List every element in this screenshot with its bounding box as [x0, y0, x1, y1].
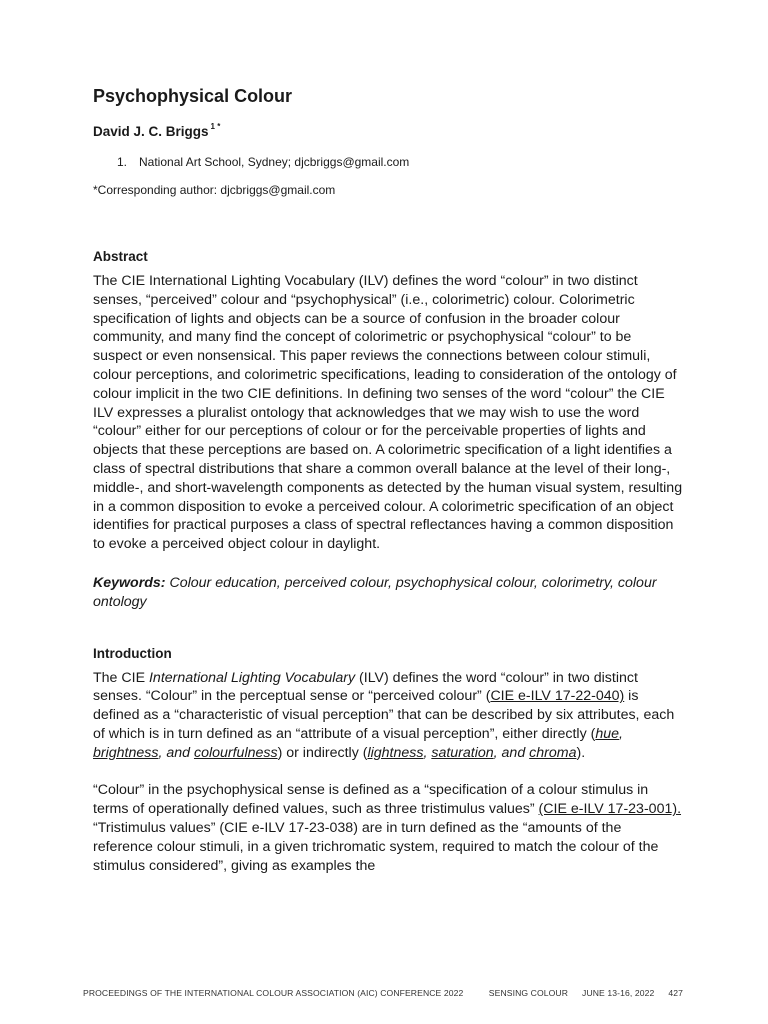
link-cie-17-23-001[interactable]: (CIE e-ILV 17-23-001).	[538, 801, 682, 818]
link-chroma[interactable]: chroma	[529, 744, 577, 761]
corresponding-author: *Corresponding author: djcbriggs@gmail.com	[93, 183, 336, 197]
footer-conference: PROCEEDINGS OF THE INTERNATIONAL COLOUR ASSOCIATION (AIC) CONFERENCE 2022	[83, 988, 464, 998]
keywords-text: Colour education, perceived colour, psychophysical colour, colorimetry, colour ontology	[93, 574, 657, 610]
paper-page	[93, 86, 683, 875]
footer-dates: JUNE 13-16, 2022	[582, 988, 655, 998]
author-name: David J. C. Briggs	[93, 124, 209, 139]
text-run: , and	[493, 744, 530, 761]
link-lightness[interactable]: lightness	[367, 744, 424, 761]
text-run: “Colour” in the psychophysical sense is defined as a “specification of a colour stimulus in terms of operationally defined values, such as three tristimulus values”	[93, 782, 649, 818]
text-run: , and	[158, 744, 194, 761]
link-colourfulness[interactable]: colourfulness	[193, 744, 278, 761]
ilv-title: International Lighting Vocabulary	[148, 669, 356, 686]
keywords	[93, 574, 683, 612]
abstract-heading: Abstract	[93, 249, 148, 264]
text-run: is defined as a “characteristic of visual perception” that can be described by six attributes, each of which is in turn defined as an “attribute of a visual perception”, either directly (	[93, 688, 675, 742]
text-run: “Tristimulus values” (CIE e-ILV 17-23-038) are in turn defined as the “amounts of the reference colour stimuli, in a given trichromatic system, required to match the colour of the stimulus considered”, giving as examples the	[93, 819, 659, 874]
introduction-heading: Introduction	[93, 645, 172, 661]
text-run: ,	[423, 744, 432, 761]
affiliation	[93, 155, 683, 169]
author-line	[93, 122, 683, 139]
introduction-paragraph-2	[93, 781, 683, 875]
paper-title: Psychophysical Colour	[93, 86, 293, 106]
text-run: The CIE	[93, 669, 149, 686]
introduction-paragraph-1	[93, 669, 683, 763]
text-run: ).	[576, 744, 586, 761]
affiliation-number: 1.	[117, 155, 128, 169]
keywords-label: Keywords:	[93, 574, 166, 591]
page-number: 427	[668, 988, 683, 998]
affiliation-text: National Art School, Sydney; djcbriggs@gmail.com	[139, 155, 410, 169]
link-brightness[interactable]: brightness	[93, 744, 159, 761]
author-superscript: 1 *	[210, 122, 221, 131]
text-run: ) or indirectly (	[277, 744, 368, 761]
footer-theme: SENSING COLOUR	[488, 988, 569, 998]
abstract-text: The CIE International Lighting Vocabulary (ILV) defines the word “colour” in two distinct senses, “perceived” colour and “psychophysical” (i.e., colorimetric) colour. Colorimetric specification of lights and objects can be a source of confusion in the broader colour community, and many find the concept of colorimetric or psychophysical “colour” to be suspect or even nonsensical. This paper reviews the connections between colour stimuli, colour perceptions, and colorimetric specifications, leading to consideration of the ontology of colour implicit in the two CIE definitions. In defining two senses of the word “colour” the CIE ILV expresses a pluralist ontology that acknowledges that we may wish to use the word “colour” either for our perceptions of colour or for the perceivable properties of lights and objects that these perceptions are based on. A colorimetric specification of a light identifies a class of spectral distributions that share a common overall balance at the level of their long-, middle-, and short-wavelength components as detected by the human visual system, resulting in a common disposition to evoke a perceived colour. A colorimetric specification of an object identifies for practical purposes a class of spectral reflectances having a common disposition to evoke a perceived object colour in daylight.	[93, 273, 683, 553]
link-hue[interactable]: hue	[595, 725, 620, 742]
page-footer	[83, 988, 683, 998]
text-run: ,	[619, 725, 623, 742]
text-run: (ILV) defines the word “colour” in two distinct senses. “Colour” in the perceptual sense or “perceived colour” (	[93, 669, 638, 705]
link-saturation[interactable]: saturation	[431, 744, 494, 761]
link-cie-17-22-040[interactable]: CIE e-ILV 17-22-040)	[490, 688, 625, 705]
